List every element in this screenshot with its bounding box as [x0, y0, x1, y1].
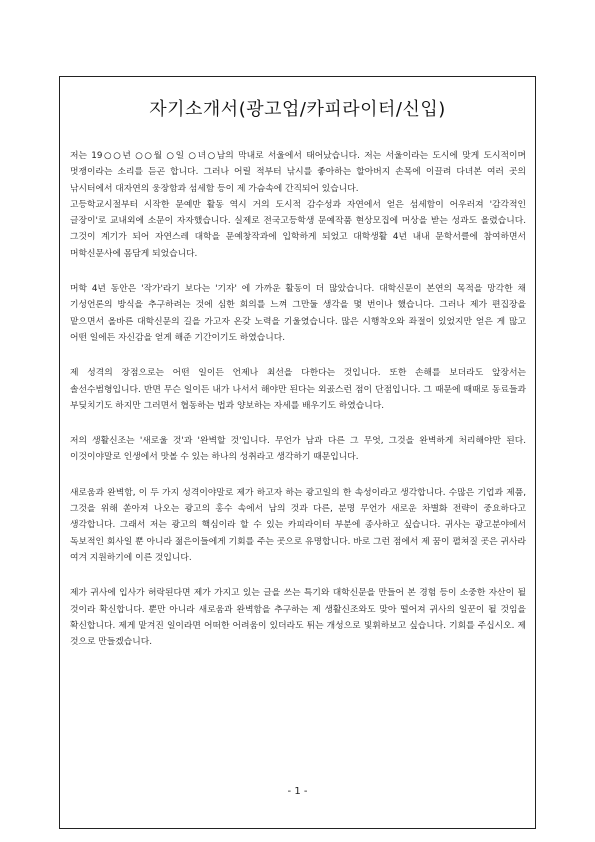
document-title: 자기소개서(광고업/카피라이터/신입)	[149, 99, 446, 120]
paragraph-highschool: 고등학교시절부터 시작한 문예반 활동 역시 거의 도시적 감수성과 자연에서 얻은 섬세함이 어우러져 '감각적인 글장이'로 교내외에 소문이 자자했습니다. 실제로 전국고등학생 문예작품 현상모집에 머상을 받는 성과도 올렸습니다. 그것이 계기가 되어 자연스레 대학을 문예창작과에 입학하게 되었고 대학생활 4년 내내 문학서클에 참여하면서 머학신문사에 몸담게 되었습니다.	[70, 199, 526, 259]
document-body	[70, 148, 526, 669]
paragraph-personality: 제 성격의 장점으로는 어떤 일이든 언제나 최선을 다한다는 것입니다. 또한 손해를 보더라도 앞장서는 솔선수범형입니다. 반면 무슨 일이든 내가 나서서 해야만 된다는 외곬스런 점이 단점입니다. 그 때문에 때때로 동료들과 부딪치기도 하지만 그러면서 협동하는 법과 양보하는 자세를 배우기도 하였습니다.	[70, 368, 526, 411]
paragraph-closing: 제가 귀사에 입사가 허락된다면 제가 가지고 있는 글을 쓰는 특기와 대학신문을 만들어 본 경험 등이 소중한 자산이 될 것이라 확신합니다. 뿐만 아니라 새로움과 완벽함을 추구하는 제 생활신조와도 맞아 떨어져 귀사의 일꾼이 될 것임을 확신합니다. 제게 맡겨진 일이라면 어떠한 어려움이 있더라도 튀는 개성으로 빛휘하보고 싶습니다. 기회를 주십시오. 제 것으로 만들겠습니다.	[70, 588, 526, 648]
paragraph-intro: 저는 19○○년 ○○월 ○일 ○녀○남의 막내로 서울에서 태어났습니다. 저는 서울이라는 도시에 맞게 도시적이며 멋쟁이라는 소리를 듣곤 합니다. 그러나 어릴 적부터 낚시를 좋아하는 할아버지 손목에 이끌려 다녀본 여러 곳의 낚시터에서 대자연의 웅장함과 섬세함 등이 제 가슴속에 간직되어 있습니다.	[70, 151, 526, 194]
paragraph-university: 머학 4년 동안은 '작가'라기 보다는 '기자' 에 가까운 활동이 더 많았습니다. 대학신문이 본연의 목적을 망각한 채 기성언론의 방식을 추구하려는 것에 심한 회의를 느껴 그만둘 생각을 몇 번이나 했습니다. 그러나 제가 편집장을 맡으면서 올바른 대학신문의 길을 가고자 온갖 노력을 기울였습니다. 많은 시행착오와 좌절이 있었지만 얻은 게 많고 어떤 일에든 자신감을 얻게 해준 기간이기도 하였습니다.	[70, 284, 526, 343]
paragraph-motto: 저의 생활신조는 '새로울 것'과 '완벽할 것'입니다. 무언가 남과 다른 그 무엇, 그것을 완벽하게 처리해야만 된다. 이것이야말로 인생에서 맛볼 수 있는 하나의 성취라고 생각하기 때문입니다.	[70, 436, 526, 463]
paragraph-motivation: 새로움과 완벽함, 이 두 가지 성격이야말로 제가 하고자 하는 광고일의 한 속성이라고 생각합니다. 수많은 기업과 제품, 그것을 위해 쏟아져 나오는 광고의 홍수 속에서 남의 것과 다른, 분명 무언가 새로운 차별화 전략이 중요하다고 생각합니다. 그래서 저는 광고의 핵심이라 할 수 있는 카피라이터 부분에 종사하고 싶습니다. 귀사는 광고분야에서 독보적인 회사일 뿐 아니라 젊은이들에게 기회를 주는 곳으로 유명합니다. 바로 그런 점에서 제 꿈이 펼쳐질 곳은 귀사라 여겨 지원하기에 이른 것입니다.	[70, 487, 526, 563]
page-number: - 1 -	[287, 786, 308, 797]
